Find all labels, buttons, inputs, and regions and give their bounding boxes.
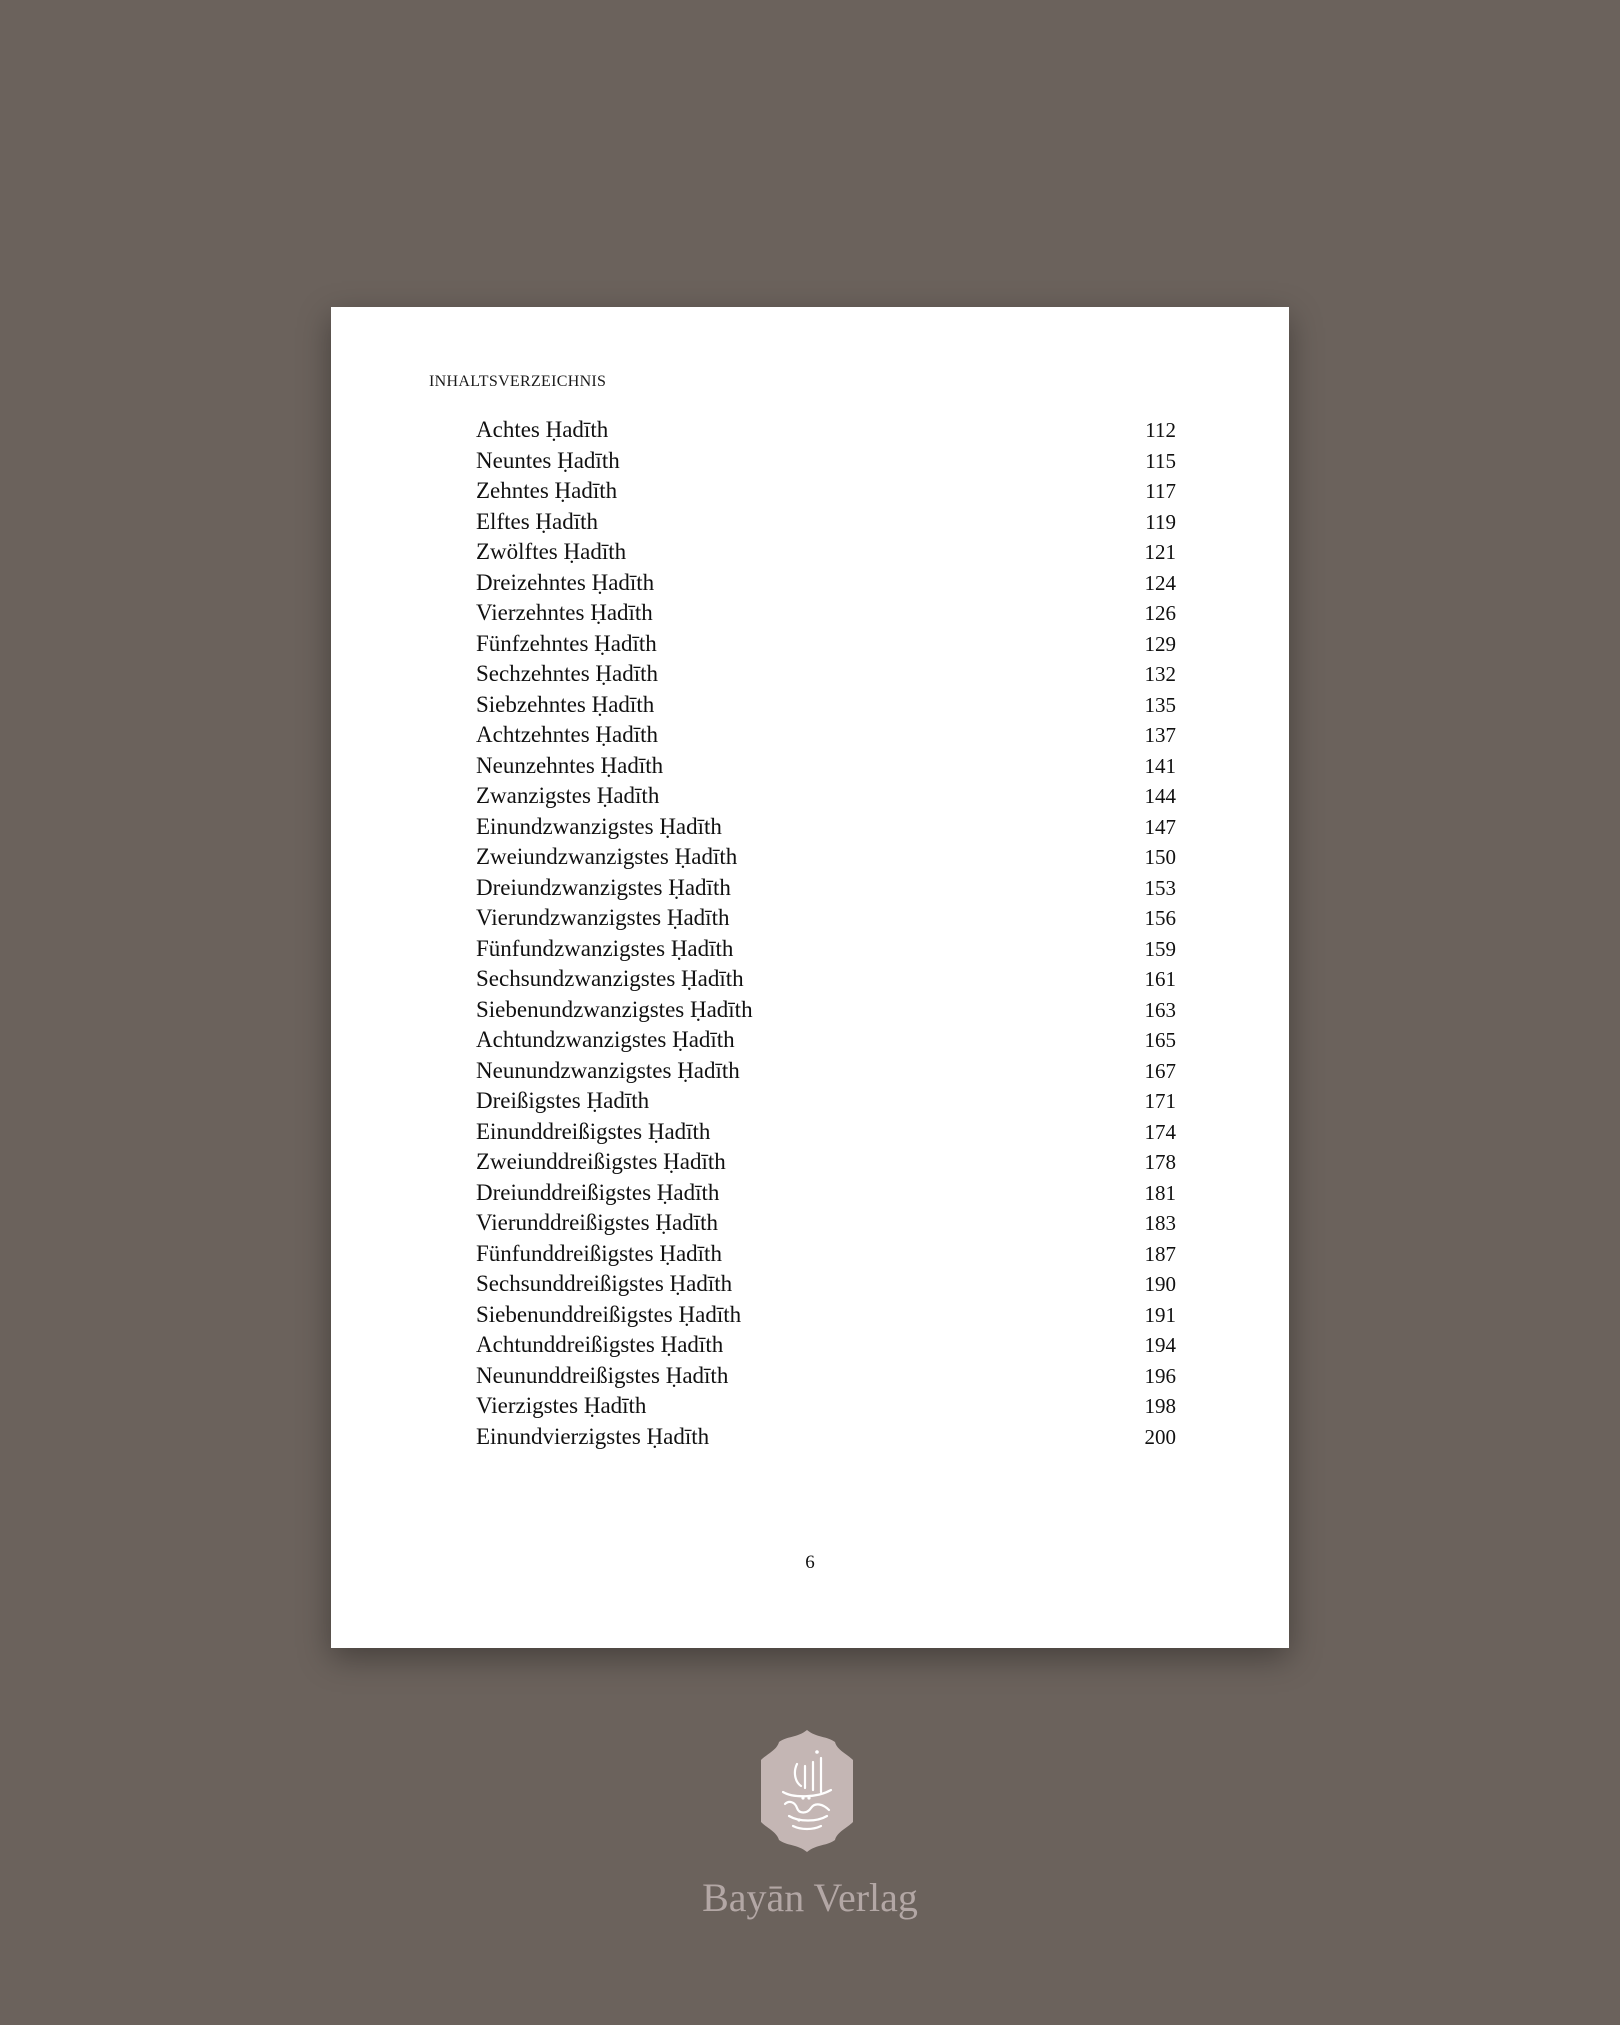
toc-entry-title: Sechsunddreißigstes Ḥadīth [476, 1271, 733, 1296]
toc-entry [476, 692, 1176, 723]
toc-entry [476, 478, 1176, 509]
toc-entry-title: Neununddreißigstes Ḥadīth [476, 1362, 729, 1388]
toc-entry-title: Zweiundzwanzigstes Ḥadīth [476, 844, 738, 869]
toc-entry-title: Neuntes Ḥadīth [476, 447, 620, 473]
toc-entry-page: 161 [1144, 967, 1176, 991]
toc-entry-title: Zehntes Ḥadīth [476, 478, 618, 503]
toc-entry-title: Zwanzigstes Ḥadīth [476, 783, 660, 808]
toc-entry [476, 722, 1176, 753]
toc-entry-title: Fünfzehntes Ḥadīth [476, 630, 657, 656]
toc-entry-page: 167 [1144, 1058, 1176, 1083]
toc-entry [476, 997, 1176, 1028]
toc-entry-title: Achtzehntes Ḥadīth [476, 722, 659, 747]
toc-entry-title: Einundzwanzigstes Ḥadīth [476, 813, 722, 839]
toc-entry-page: 150 [1144, 845, 1176, 869]
toc-entry [476, 1180, 1176, 1211]
toc-entry [476, 661, 1176, 692]
toc-entry-page: 129 [1144, 631, 1176, 656]
toc-entry [476, 1332, 1176, 1363]
toc-entry-title: Dreißigstes Ḥadīth [476, 1088, 650, 1113]
toc-entry [476, 1393, 1176, 1424]
toc-entry [476, 1241, 1176, 1272]
toc-entry [476, 570, 1176, 601]
toc-entry-page: 117 [1145, 479, 1176, 503]
toc-entry-title: Einundvierzigstes Ḥadīth [476, 1423, 710, 1449]
toc-entry-title: Einunddreißigstes Ḥadīth [476, 1118, 711, 1144]
toc-entry [476, 509, 1176, 540]
toc-entry-page: 147 [1144, 814, 1176, 839]
toc-entry-page: 112 [1145, 418, 1176, 442]
toc-entry-page: 159 [1144, 936, 1176, 961]
toc-entry [476, 1363, 1176, 1394]
toc-entry-title: Fünfunddreißigstes Ḥadīth [476, 1240, 722, 1266]
toc-entry-title: Achtundzwanzigstes Ḥadīth [476, 1027, 735, 1052]
toc-entry-page: 124 [1144, 570, 1176, 595]
toc-entry-title: Sechsundzwanzigstes Ḥadīth [476, 966, 744, 991]
toc-entry [476, 1302, 1176, 1333]
toc-entry-title: Zwölftes Ḥadīth [476, 539, 627, 564]
toc-entry-page: 126 [1144, 601, 1176, 625]
toc-entry [476, 844, 1176, 875]
toc-entry [476, 1027, 1176, 1058]
toc-entry-page: 165 [1144, 1028, 1176, 1052]
toc-entry-title: Siebenundzwanzigstes Ḥadīth [476, 996, 753, 1022]
table-of-contents [476, 417, 1176, 1454]
toc-entry [476, 905, 1176, 936]
toc-entry-title: Siebenunddreißigstes Ḥadīth [476, 1301, 742, 1327]
toc-entry-title: Neunundzwanzigstes Ḥadīth [476, 1057, 740, 1083]
toc-entry-page: 178 [1144, 1150, 1176, 1174]
toc-entry [476, 966, 1176, 997]
toc-entry-page: 141 [1144, 753, 1176, 778]
toc-entry-page: 200 [1144, 1424, 1176, 1449]
toc-entry [476, 936, 1176, 967]
toc-entry [476, 875, 1176, 906]
toc-entry-page: 119 [1145, 509, 1176, 534]
toc-entry-title: Fünfundzwanzigstes Ḥadīth [476, 935, 734, 961]
toc-entry [476, 1210, 1176, 1241]
toc-entry-page: 174 [1144, 1119, 1176, 1144]
toc-entry-page: 198 [1144, 1394, 1176, 1418]
publisher-name: Bayān Verlag [702, 1875, 918, 1920]
toc-entry [476, 783, 1176, 814]
page-number: 6 [805, 1552, 815, 1573]
toc-entry-title: Vierunddreißigstes Ḥadīth [476, 1210, 718, 1235]
toc-entry [476, 448, 1176, 479]
toc-entry [476, 417, 1176, 448]
toc-entry-page: 196 [1144, 1363, 1176, 1388]
toc-entry-title: Neunzehntes Ḥadīth [476, 752, 664, 778]
toc-entry-title: Dreiundzwanzigstes Ḥadīth [476, 874, 731, 900]
book-page [331, 307, 1289, 1648]
toc-entry-page: 115 [1145, 448, 1176, 473]
toc-entry [476, 1271, 1176, 1302]
toc-entry-title: Elftes Ḥadīth [476, 508, 598, 534]
toc-entry-title: Vierzehntes Ḥadīth [476, 600, 653, 625]
toc-entry [476, 1149, 1176, 1180]
toc-entry-title: Zweiunddreißigstes Ḥadīth [476, 1149, 726, 1174]
toc-entry-page: 135 [1144, 692, 1176, 717]
toc-entry-page: 156 [1144, 906, 1176, 930]
toc-entry [476, 1424, 1176, 1455]
toc-entry [476, 1058, 1176, 1089]
toc-entry-page: 181 [1144, 1180, 1176, 1205]
toc-entry-title: Dreizehntes Ḥadīth [476, 569, 655, 595]
toc-entry-page: 187 [1144, 1241, 1176, 1266]
toc-entry-page: 137 [1144, 723, 1176, 747]
running-head: INHALTSVERZEICHNIS [429, 373, 607, 390]
toc-entry-page: 144 [1144, 784, 1176, 808]
toc-entry-page: 121 [1144, 540, 1176, 564]
toc-entry [476, 1088, 1176, 1119]
toc-entry-page: 163 [1144, 997, 1176, 1022]
toc-entry-title: Siebzehntes Ḥadīth [476, 691, 655, 717]
toc-entry-page: 190 [1144, 1272, 1176, 1296]
toc-entry-title: Achtunddreißigstes Ḥadīth [476, 1332, 724, 1357]
toc-entry-title: Vierundzwanzigstes Ḥadīth [476, 905, 730, 930]
toc-entry [476, 631, 1176, 662]
toc-entry [476, 600, 1176, 631]
toc-entry-page: 183 [1144, 1211, 1176, 1235]
toc-entry-page: 171 [1144, 1089, 1176, 1113]
toc-entry-title: Dreiunddreißigstes Ḥadīth [476, 1179, 720, 1205]
toc-entry [476, 814, 1176, 845]
toc-entry-page: 132 [1144, 662, 1176, 686]
toc-entry-title: Sechzehntes Ḥadīth [476, 661, 659, 686]
toc-entry-title: Vierzigstes Ḥadīth [476, 1393, 647, 1418]
arabic-calligraphy-emblem-icon [759, 1728, 855, 1854]
toc-entry-page: 191 [1144, 1302, 1176, 1327]
toc-entry-page: 194 [1144, 1333, 1176, 1357]
toc-entry [476, 1119, 1176, 1150]
toc-entry [476, 539, 1176, 570]
toc-entry-title: Achtes Ḥadīth [476, 417, 609, 442]
toc-entry [476, 753, 1176, 784]
toc-entry-page: 153 [1144, 875, 1176, 900]
